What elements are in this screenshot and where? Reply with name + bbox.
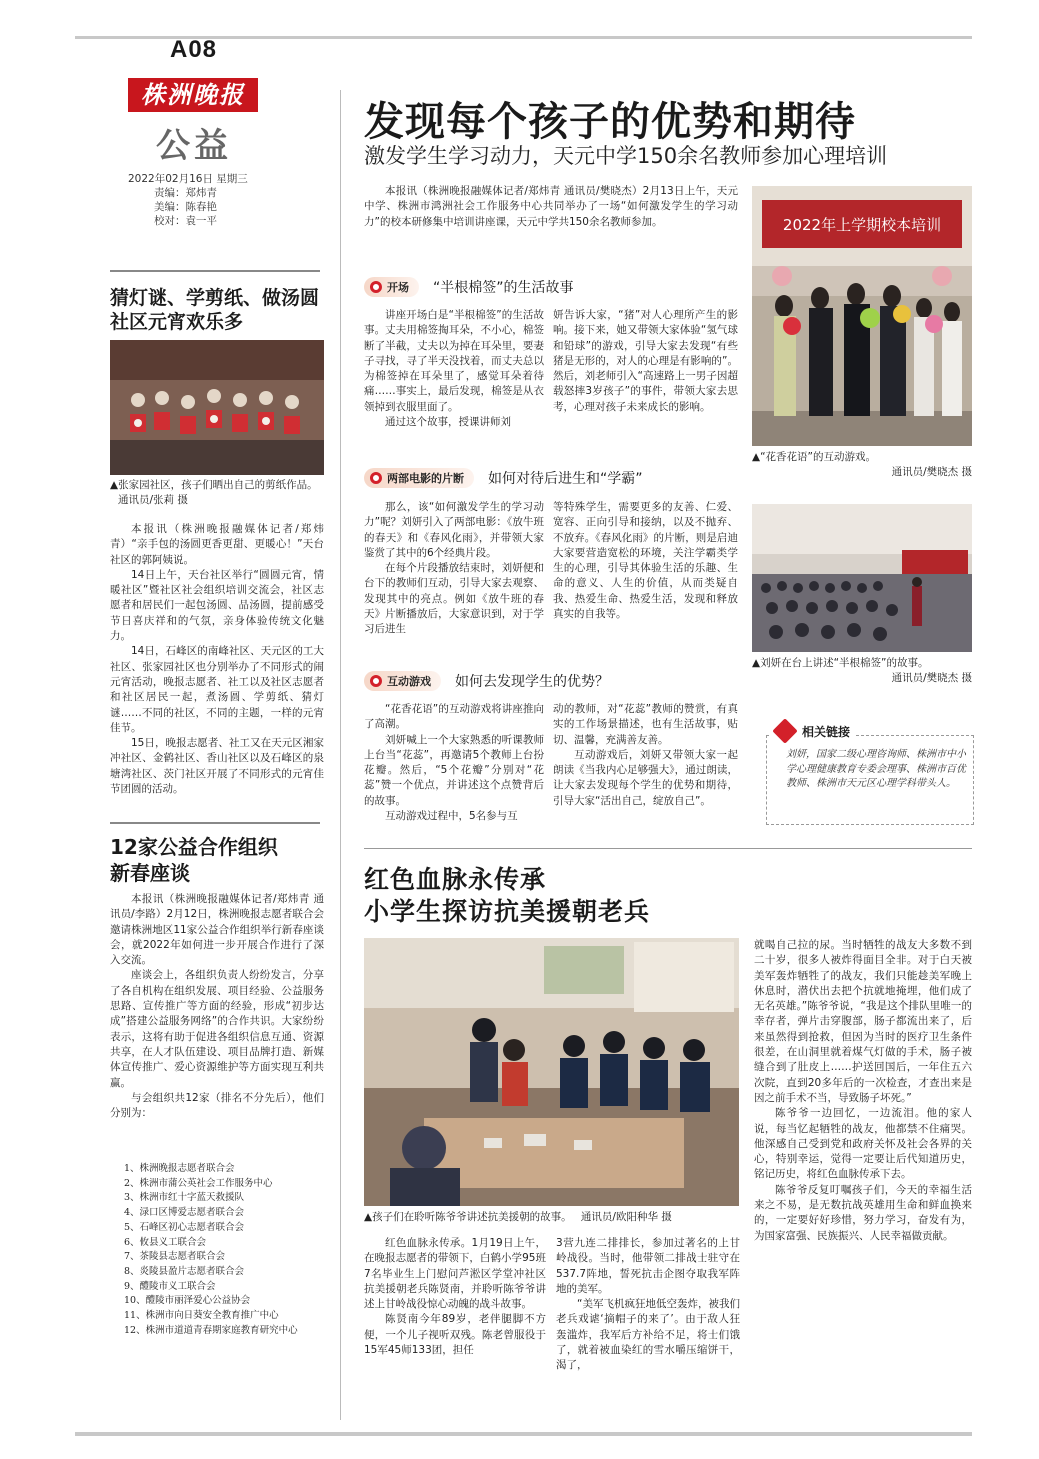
photo1-caption-block: [752, 450, 972, 480]
bottom-col3: [754, 938, 972, 1244]
paragraph: “花香花语”的互动游戏将讲座推向了高潮。: [364, 703, 544, 731]
paragraph: 通过这个故事，授课讲师刘: [385, 416, 511, 429]
section2-col1: [364, 500, 544, 638]
paragraph: 14日上午，天台社区举行“圆圆元宵，情暖社区”暨社区社会组织培训交流会，社区志愿者和居民们一起包汤圆、品汤圆，提前感受节日喜庆祥和的气氛，亲身体验传统文化魅力。: [110, 568, 324, 643]
bottom-headline: [364, 864, 650, 928]
bottom-photo-caption-block: [364, 1210, 739, 1225]
section-tag-label: 两部电影的片断: [387, 472, 464, 485]
headline-line: 新春座谈: [110, 861, 190, 885]
paragraph: 互动游戏过程中，5名参与互: [385, 810, 518, 823]
bookmark-icon: [772, 718, 797, 743]
org-item: 7、茶陵县志愿者联合会: [124, 1251, 226, 1263]
bottom-photo-credit: 通讯员/欧阳种华 摄: [580, 1211, 672, 1223]
headline-line: 社区元宵欢乐多: [110, 311, 244, 333]
org-item: 10、醴陵市丽泽爱心公益协会: [124, 1295, 251, 1307]
left-article1-body: [110, 522, 324, 797]
headline-line: 猜灯谜、学剪纸、做汤圆: [110, 287, 320, 309]
photo-veteran-visit: [364, 938, 739, 1206]
section-title: 如何去发现学生的优势？: [455, 674, 609, 690]
org-item: 4、渌口区博爱志愿者联合会: [124, 1207, 245, 1219]
paragraph: 刘妍喊上一个大家熟悉的听课教师上台当“花蕊”，再邀请5个教师上台扮花瓣。然后，“5个花瓣”分别对“花蕊”赞一个优点，并讲述这个点赞背后的故事。: [364, 733, 544, 807]
bottom-photo-caption: ▲孩子们在聆听陈爷爷讲述抗美援朝的故事。: [364, 1211, 572, 1223]
left-photo-caption-block: [110, 478, 324, 508]
left-article2-headline: [110, 834, 325, 886]
paragraph: 等特殊学生，需要更多的友善、仁爱、宽容、正向引导和接纳，以及不抛弃、不放弃。《春风化雨》的片断，则是启迪大家要营造宽松的环境，关注学霸类学生的心理，引导其体验生活的乐趣、生命的意义、人生的价值，从而类疑自我、热爱生命、热爱生活，发现和释放真实的自我等。: [553, 501, 738, 621]
section-pill: [364, 671, 441, 691]
newspaper-logo: 株洲晚报: [128, 78, 258, 112]
paragraph: 就喝自己拉的尿。当时牺牲的战友大多数不到二十岁，很多人被炸得面目全非。对于白天被美军轰炸牺牲了的战友，我们只能趁美军晚上休息时，潜伏出去把个抗就地掩埋，他们成了无名英雄。”陈爷爷说，“我是这个排队里唯一的幸存者，弹片击穿腹部，肠子都流出来了，后来虽然得到抢救，但因为当时的医疗卫生条件很差，在山洞里就着煤气灯做的手术，肠子被缝合到了肚皮上……护送回国后，一年住五六次院，直到20多年后的一次检查，才查出来是因之前手术不当，导致肠子坏死。”: [754, 939, 972, 1104]
photo-flower-game-image: [752, 186, 972, 446]
org-item: 2、株洲市蒲公英社会工作服务中心: [124, 1177, 273, 1189]
paragraph: 互动游戏后，刘妍又带领大家一起朗读《当我内心足够强大》，通过朗读，让大家去发现每个学生的优势和期待，引导大家“活出自己，绽放自己”。: [553, 748, 738, 807]
left-column-divider: [340, 90, 341, 1420]
photo1-credit: 通讯员/樊晓杰 摄: [891, 466, 972, 478]
section3-col1: [364, 702, 544, 824]
related-link-text: 刘妍，国家二级心理咨询师、株洲市中小学心理健康教育专委会理事、株洲市百优教师、株洲市天元区心理学科带头人。: [786, 749, 966, 789]
paragraph: 本报讯（株洲晚报融媒体记者/郑炜青）“亲手包的汤圆更香更甜、更暖心！”天台社区的郭阿姨说。: [110, 523, 324, 566]
related-link-label: 相关链接: [802, 724, 851, 739]
bottom-rule: [75, 1432, 972, 1436]
paragraph: 15日，晚报志愿者、社工又在天元区湘家冲社区、金鹤社区、香山社区以及石峰区的泉塘湾社区、茨门社区开展了不同形式的元宵佳节团圆的活动。: [110, 737, 324, 796]
paragraph: 动的教师，对“花蕊”教师的赞赏，有真实的工作场景描述，也有生活故事，贴切、温馨，充满善友善。: [553, 703, 738, 746]
section-tag-opening: [364, 276, 574, 298]
section-pill: [364, 468, 474, 488]
proofreader-line: 校对：袁一平: [154, 215, 217, 227]
left-article1-headline: [110, 286, 325, 334]
headline-line: 红色血脉永传承: [364, 865, 547, 894]
photo1-caption: ▲“花香花语”的互动游戏。: [752, 451, 876, 463]
org-item: 1、株洲晚报志愿者联合会: [124, 1163, 235, 1174]
section-tag-movies: [364, 467, 643, 489]
paragraph: 妍告诉大家，“猪”对人心理所产生的影响。接下来，她又带领大家体验“氢气球和铅球”的游戏，引导大家去发现“有些猪是无形的，对人的心理是有影响的”。然后，刘老师引入“高速路上一男子因超载怒摔3岁孩子”的事件，带领大家去思考，心理对孩子未来成长的影响。: [553, 309, 738, 413]
photo2-caption-block: [752, 656, 972, 686]
section-tag-label: 互动游戏: [387, 675, 431, 688]
section3-col2: [553, 702, 738, 809]
masthead-meta: [128, 172, 248, 228]
paragraph: 座谈会上，各组织负责人纷纷发言，分享了各自机构在组织发展、项目经验、公益服务思路、宣传推广等方面的经验，形成“初步达成”搭建公益服务网络”的合作共识。大家纷纷表示，这将有助于促进各组织信息互通、资源共享，在人才队伍建设、项目品牌打造、新媒体宣传推广、爱心资源维护等方面实现互利共赢。: [110, 969, 324, 1089]
org-item: 11、株洲市向日葵安全教育推广中心: [124, 1310, 279, 1322]
photo-lecture-image: [752, 504, 972, 652]
main-lead: [364, 184, 738, 230]
org-item: 3、株洲市红十字蓝天救援队: [124, 1192, 245, 1204]
paragraph: 陈爷爷一边回忆，一边流泪。他的家人说，每当忆起牺牲的战友，他都禁不住痛哭。他深感自己受到党和政府关怀及社会各界的关心，特别幸运，觉得一定要让后代知道历史，铭记历史，将红色血脉传承下去。: [754, 1107, 972, 1181]
photo-lantern-riddles: [110, 340, 324, 475]
paragraph: 陈爷爷反复叮嘱孩子们，今天的幸福生活来之不易，是无数抗战英雄用生命和鲜血换来的，一定要好好珍惜，努力学习，奋发有为，为国家富强、民族振兴、人民幸福做贡献。: [754, 1183, 972, 1242]
paragraph: 那么，该“如何激发学生的学习动力”呢？刘妍引入了两部电影：《放牛班的春天》和《春风化雨》，并带领大家鉴赏了其中的6个经典片段。: [364, 501, 544, 559]
editor-line: 责编：郑炜青: [154, 187, 217, 199]
headline-line: 12家公益合作组织: [110, 835, 278, 859]
red-ring-icon: [370, 675, 382, 687]
photo-lecture: [752, 504, 972, 652]
headline-line: 小学生探访抗美援朝老兵: [364, 897, 651, 926]
org-item: 6、攸县义工联合会: [124, 1236, 207, 1248]
org-item: 8、炎陵县盈片志愿者联合会: [124, 1265, 245, 1277]
left-photo-caption: ▲张家园社区，孩子们晒出自己的剪纸作品。: [110, 479, 318, 491]
red-ring-icon: [370, 281, 382, 293]
org-item: 12、株洲市道道青春期家庭教育研究中心: [124, 1324, 298, 1336]
photo-flower-game: [752, 186, 972, 446]
paragraph: 本报讯（株洲晚报融媒体记者/郑炜青 通讯员/李路）2月12日，株洲晚报志愿者联合会邀请株洲地区11家公益合作组织举行新春座谈会，就2022年如何进一步开展合作进行了深入交流。: [110, 893, 324, 967]
photo-veteran-image: [364, 938, 739, 1206]
section-tag-label: 开场: [387, 281, 409, 294]
related-link-title: [770, 722, 856, 740]
paragraph: 3营九连二排排长，参加过著名的上甘岭战役。当时，他带领二排战士驻守在537.7阵地，誓死抗击企图夺取我军阵地的美军。: [556, 1237, 740, 1295]
section1-col1: [364, 308, 544, 430]
main-subheadline: 激发学生学习动力，天元中学150余名教师参加心理培训: [364, 144, 888, 168]
section1-col2: [553, 308, 738, 415]
section-title: 如何对待后进生和“学霸”: [488, 471, 643, 487]
photo2-credit: 通讯员/樊晓杰 摄: [891, 672, 972, 684]
paragraph: 红色血脉永传承。1月19日上午，在晚报志愿者的带领下，白鹤小学95班7名毕业生上门慰问芦淞区学堂冲社区抗美援朝老兵陈贤南，并聆听陈爷爷讲述上甘岭战役惊心动魄的战斗故事。: [364, 1237, 546, 1311]
photo-banner-text: 2022年上学期校本培训: [782, 216, 942, 234]
left-article2-body: [110, 892, 324, 1121]
page-number: A08: [170, 36, 218, 63]
section-tag-game: [364, 670, 609, 692]
section-pill: [364, 277, 419, 297]
section2-col2: [553, 500, 738, 622]
photo-lantern-image: [110, 340, 324, 475]
section-title: 公益: [156, 126, 232, 166]
date-line: 2022年02月16日 星期三: [128, 173, 248, 185]
paragraph: 在每个片段播放结束时，刘妍便和台下的教师们互动，引导大家去观察、发现其中的亮点。例如《放牛班的春天》片断播放后，大家意识到，对于学习后进生: [364, 562, 544, 636]
bottom-col1: [364, 1236, 546, 1358]
paragraph: “美军飞机疯狂地低空轰炸，被我们老兵戏谑‘摘帽子的来了’。由于敌人狂轰滥炸，我军后方补给不足，将士们饿了，就着被血染红的雪水嚼压缩饼干，渴了，: [556, 1298, 740, 1372]
paragraph: 14日，石峰区的南峰社区、天元区的工大社区、张家园社区也分别举办了不同形式的闹元宵活动，晚报志愿者、社工以及社区志愿者和社区居民一起，煮汤圆、学剪纸、猜灯谜……不同的社区，不同的主题，一样的元宵佳节。: [110, 645, 324, 734]
bottom-article-divider: [364, 848, 972, 849]
left-photo-credit: 通讯员/张莉 摄: [118, 494, 188, 506]
org-item: 5、石峰区初心志愿者联合会: [124, 1221, 245, 1233]
red-ring-icon: [370, 472, 382, 484]
org-list: [124, 1162, 324, 1338]
org-item: 9、醴陵市义工联合会: [124, 1280, 216, 1292]
bottom-col2: [556, 1236, 740, 1374]
left-article-divider: [110, 270, 320, 272]
section-title: “半根棉签”的生活故事: [433, 280, 574, 296]
lead-paragraph: 本报讯（株洲晚报融媒体记者/郑炜青 通讯员/樊晓杰）2月13日上午，天元中学、株洲市鸿洲社会工作服务中心共同举办了一场“如何激发学生的学习动力”的校本研修集中培训讲座课，天元中学共150余名教师参加。: [364, 185, 738, 228]
photo2-caption: ▲刘妍在台上讲述“半根棉签”的故事。: [752, 657, 929, 669]
paragraph: 与会组织共12家（排名不分先后），他们分别为：: [110, 1091, 324, 1120]
paragraph: 陈贤南今年89岁，老伴腿脚不方便，一个儿子视听双残。陈老曾服役于15军45师133团，担任: [364, 1313, 546, 1357]
paragraph: 讲座开场白是“半根棉签”的生活故事。丈夫用棉签掏耳朵，不小心，棉签断了半截，丈夫以为掉在耳朵里，要妻子寻找，寻了半天没找着，而丈夫总以为棉签掉在耳朵里了，感觉耳朵着待痛……事实上，最后发现，棉签是从衣领掉到衣服里面了。: [364, 309, 544, 413]
main-headline: 发现每个孩子的优势和期待: [364, 99, 856, 145]
left-article-divider-2: [110, 822, 320, 824]
art-editor-line: 美编：陈春艳: [154, 201, 217, 213]
